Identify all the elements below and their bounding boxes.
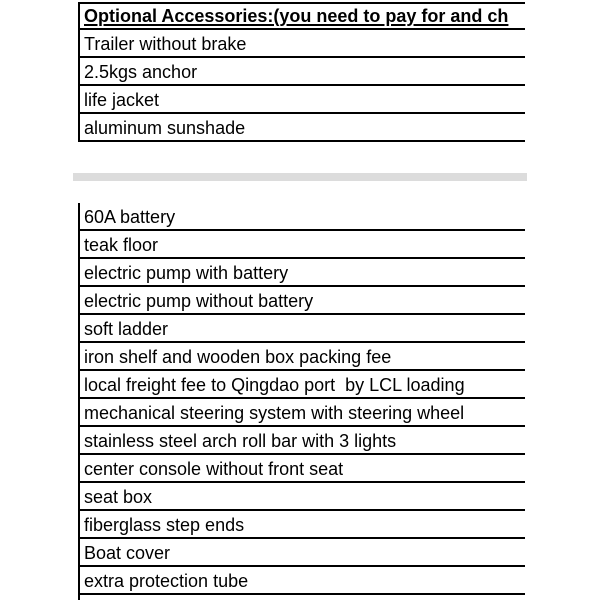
table-cell[interactable] [80,399,525,427]
cell-text: seat box [84,487,153,507]
table-cell[interactable] [80,58,525,86]
table-cell[interactable] [80,231,525,259]
table-cell-partial[interactable] [80,595,525,600]
table-cell[interactable] [80,315,525,343]
cell-text: 2.5kgs anchor [84,62,198,82]
table-cell[interactable] [80,371,525,399]
table-cell[interactable] [80,427,525,455]
table-cell[interactable] [80,86,525,114]
table-cell[interactable] [80,114,525,142]
optional-accessories-table [78,2,525,142]
cell-text: stainless steel arch roll bar with 3 lights [84,431,397,451]
cell-text: iron shelf and wooden box packing fee [84,347,392,367]
cell-text: soft ladder [84,319,169,339]
table-cell[interactable] [80,30,525,58]
table-header-label: Optional Accessories:(you need to pay for and ch [84,6,509,26]
cell-text: electric pump without battery [84,291,314,311]
table-cell[interactable] [80,455,525,483]
table-cell[interactable] [80,287,525,315]
table-cell[interactable] [80,567,525,595]
cell-text: teak floor [84,235,159,255]
cell-text: life jacket [84,90,160,110]
cell-text: center console without front seat [84,459,344,479]
table-cell[interactable] [80,483,525,511]
hidden-rows-divider [73,173,527,181]
table-cell[interactable] [80,259,525,287]
cell-text: 60A battery [84,207,176,227]
cell-text: Trailer without brake [84,34,247,54]
cell-text: mechanical steering system with steering wheel [84,403,465,423]
table-header-cell[interactable] [80,4,525,30]
table-cell[interactable] [80,539,525,567]
cell-text: extra protection tube [84,571,249,591]
table-cell[interactable] [80,511,525,539]
cell-text: fiberglass step ends [84,515,245,535]
cell-text: Boat cover [84,543,171,563]
cell-text: local freight fee to Qingdao port by LCL loading [84,375,465,395]
table-cell[interactable] [80,203,525,231]
table-cell[interactable] [80,343,525,371]
cell-text: aluminum sunshade [84,118,246,138]
cell-text: electric pump with battery [84,263,289,283]
accessories-table-continued [78,203,525,600]
